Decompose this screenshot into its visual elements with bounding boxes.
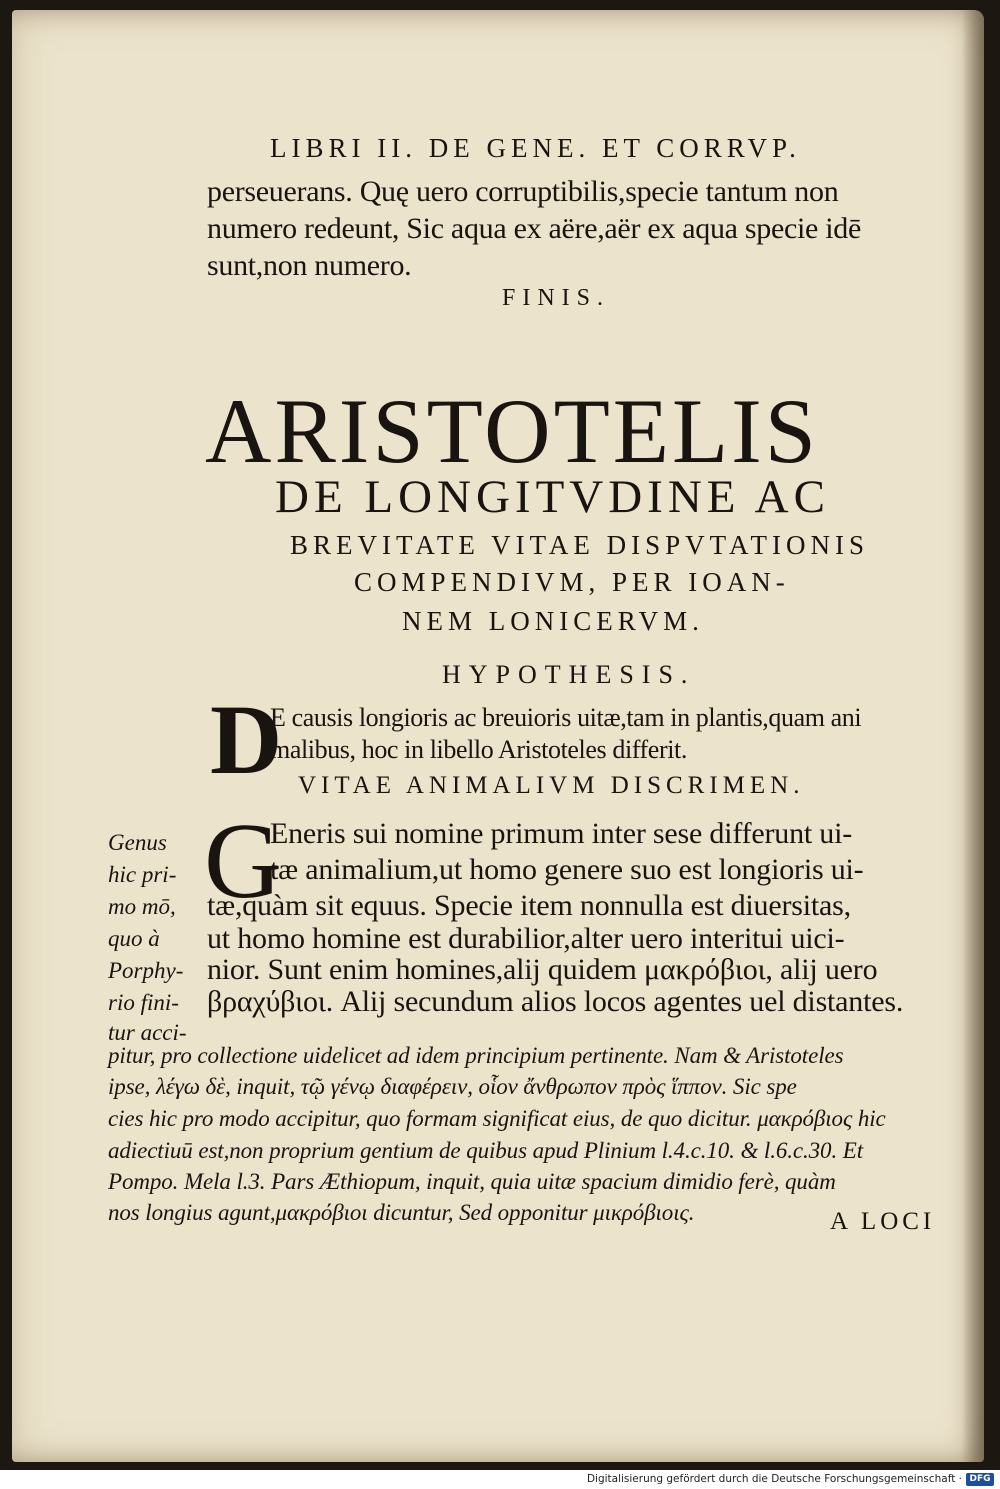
catchword: A LOCI: [830, 1208, 936, 1235]
page-edge-shadow: [962, 10, 984, 1462]
section-line-5: nior. Sunt enim homines,alij quidem μακρόβιοι, alij uero: [207, 953, 878, 986]
commentary-line-1: pitur, pro collectione uidelicet ad idem principium pertinente. Nam & Aristoteles: [108, 1043, 844, 1068]
margin-note-line: Genus: [108, 830, 167, 855]
hypothesis-dropcap: D: [210, 684, 283, 795]
margin-note-line: tur acci-: [108, 1020, 187, 1045]
section-dropcap: G: [204, 802, 282, 921]
section-line-2: tæ animalium,ut homo genere suo est longioris ui-: [270, 853, 864, 886]
running-head: LIBRI II. DE GENE. ET CORRVP.: [270, 133, 801, 163]
footer-credit: Digitalisierung gefördert durch die Deutsche Forschungsgemeinschaft ·: [586, 1473, 962, 1485]
subtitle-line-4: NEM LONICERVM.: [402, 606, 704, 636]
subtitle-line-1: DE LONGITVDINE AC: [275, 471, 830, 523]
commentary-line-6: nos longius agunt,μακρόβιοι dicuntur, Sed opponitur μικρόβιοις.: [108, 1200, 695, 1225]
section-heading: VITAE ANIMALIVM DISCRIMEN.: [298, 772, 805, 799]
commentary-line-2: ipse, λέγω δὲ, inquit, τῷ γένῳ διαφέρειν, οἷον ἄνθρωπον πρὸς ἵππον. Sic spe: [108, 1074, 797, 1099]
section-line-4: ut homo homine est durabilior,alter uero interitui uici-: [207, 922, 845, 955]
section-line-3: tæ,quàm sit equus. Specie item nonnulla est diuersitas,: [207, 889, 851, 922]
margin-note-line: mo mō,: [108, 894, 176, 919]
commentary-line-4: adiectiuū est,non proprium gentium de quibus apud Plinium l.4.c.10. & l.6.c.30. Et: [108, 1138, 863, 1163]
section-line-6: βραχύβιοι. Alij secundum alios locos agentes uel distantes.: [207, 985, 904, 1018]
subtitle-line-3: COMPENDIVM, PER IOAN-: [354, 567, 790, 597]
commentary-line-3: cies hic pro modo accipitur, quo formam significat eius, de quo dicitur. μακρόβιος hic: [108, 1106, 886, 1131]
margin-note-line: hic pri-: [108, 862, 177, 887]
opening-line-1: perseuerans. Quę uero corruptibilis,specie tantum non: [207, 175, 839, 208]
hypothesis-heading: HYPOTHESIS.: [442, 660, 696, 689]
hypothesis-line-1: E causis longioris ac breuioris uitæ,tam in plantis,quam ani: [270, 703, 862, 732]
section-line-1: Eneris sui nomine primum inter sese differunt ui-: [270, 817, 853, 850]
subtitle-line-2: BREVITATE VITAE DISPVTATIONIS: [290, 530, 869, 560]
opening-line-2: numero redeunt, Sic aqua ex aëre,aër ex aqua specie idē: [207, 212, 861, 245]
margin-note-line: quo à: [108, 926, 160, 951]
commentary-line-5: Pompo. Mela l.3. Pars Æthiopum, inquit, quia uitæ spacium dimidio ferè, quàm: [108, 1169, 836, 1194]
margin-note-line: rio fini-: [108, 990, 179, 1015]
dfg-logo: DFG: [966, 1473, 994, 1486]
work-title: ARISTOTELIS: [205, 380, 819, 482]
hypothesis-line-2: malibus, hoc in libello Aristoteles differit.: [270, 735, 687, 764]
finis-label: FINIS.: [502, 285, 611, 311]
margin-note-line: Porphy-: [108, 958, 184, 983]
opening-line-3: sunt,non numero.: [207, 249, 412, 282]
